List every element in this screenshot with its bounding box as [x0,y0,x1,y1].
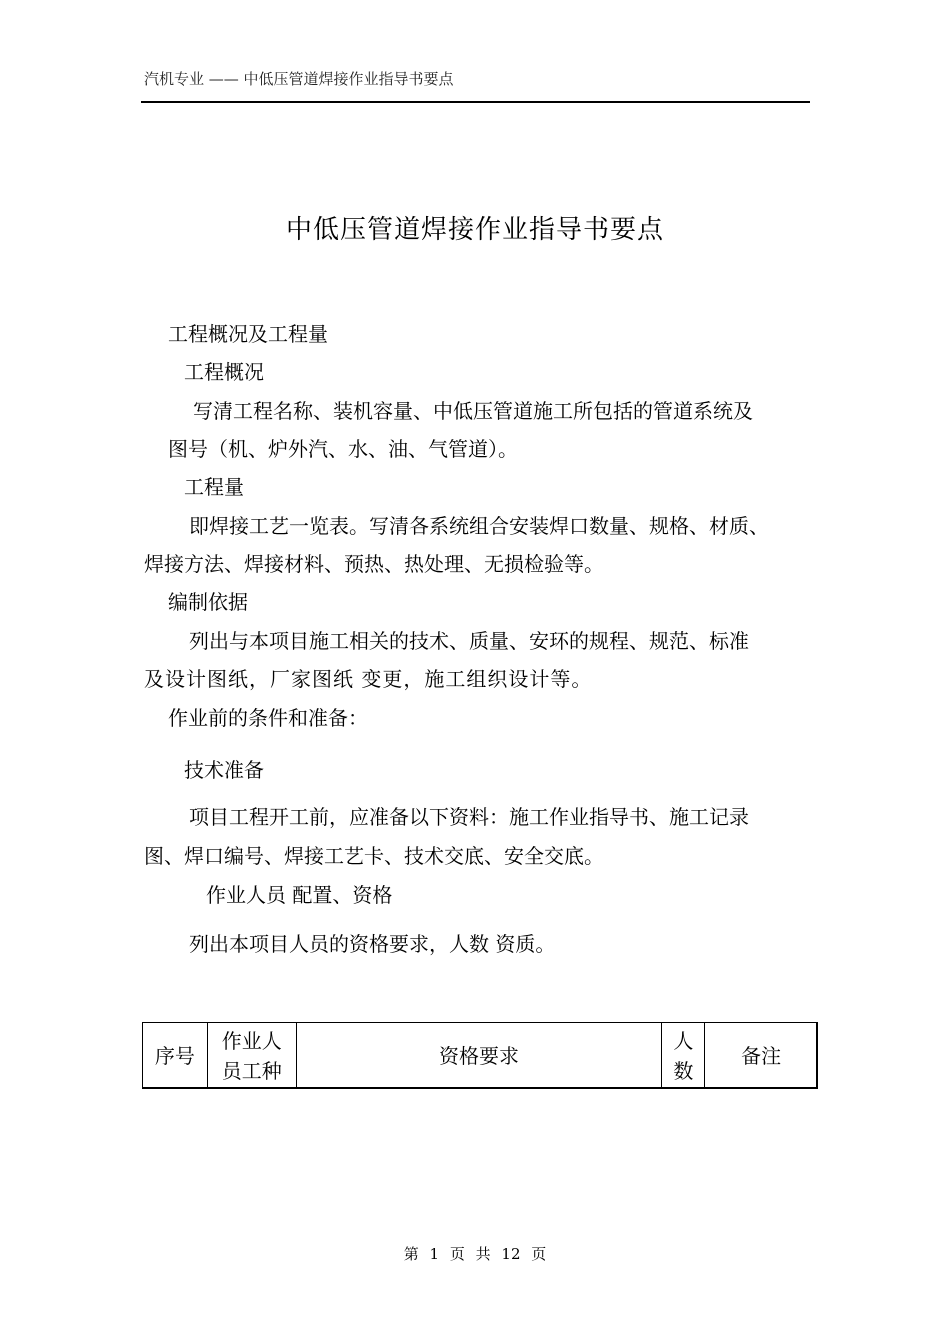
paragraph-line: 列出本项目人员的资格要求，人数 资质。 [189,932,556,956]
footer-word-ye: 页 [449,1245,465,1263]
paragraph-line: 图、焊口编号、焊接工艺卡、技术交底、安全交底。 [144,844,604,868]
table-right-rule [816,1022,817,1088]
header-cell-count-line2: 数 [673,1058,694,1083]
header-cell-worker-type-line2: 员工种 [221,1058,282,1083]
header-cell-remarks: 备注 [705,1023,818,1089]
header-cell-index: 序号 [143,1023,208,1089]
subheading-tech-prep: 技术准备 [184,758,264,782]
footer-word-gong: 共 [475,1245,491,1263]
footer-word-ye-end: 页 [531,1245,547,1263]
paragraph-line: 图号（机、炉外汽、水、油、气管道）。 [168,437,518,461]
subheading-quantity: 工程量 [184,475,244,499]
paragraph-line: 及设计图纸，厂家图纸 变更，施工组织设计等。 [144,667,593,691]
paragraph-line: 写清工程名称、装机容量、中低压管道施工所包括的管道系统及 [193,399,753,423]
section-heading-basis: 编制依据 [168,590,248,614]
section-heading-preparation: 作业前的条件和准备： [168,706,368,730]
header-divider [141,101,810,103]
header-cell-count-line1: 人 [673,1028,694,1053]
header-cell-qualification: 资格要求 [296,1023,662,1089]
header-cell-count [662,1023,705,1089]
paragraph-line: 列出与本项目施工相关的技术、质量、安环的规程、规范、标准 [189,629,749,653]
section-heading-overview: 工程概况及工程量 [168,322,328,346]
subheading-project-overview: 工程概况 [184,360,264,384]
subheading-personnel: 作业人员 配置、资格 [206,883,393,907]
header-cell-worker-type-line1: 作业人 [221,1028,282,1053]
footer-total-pages: 12 [501,1245,521,1263]
footer-word-di: 第 [403,1245,419,1263]
document-title: 中低压管道焊接作业指导书要点 [285,215,664,245]
table-header-row [143,1023,818,1089]
paragraph-line: 项目工程开工前，应准备以下资料：施工作业指导书、施工记录 [189,805,749,829]
page-header: 汽机专业 —— 中低压管道焊接作业指导书要点 [144,70,454,88]
footer-page-number: 1 [429,1245,440,1263]
paragraph-line: 焊接方法、焊接材料、预热、热处理、无损检验等。 [144,552,604,576]
paragraph-line: 即焊接工艺一览表。写清各系统组合安装焊口数量、规格、材质、 [189,514,769,538]
header-cell-worker-type [207,1023,296,1089]
table-bottom-rule [142,1087,818,1089]
page-footer [0,1244,950,1264]
personnel-table [142,1022,818,1089]
